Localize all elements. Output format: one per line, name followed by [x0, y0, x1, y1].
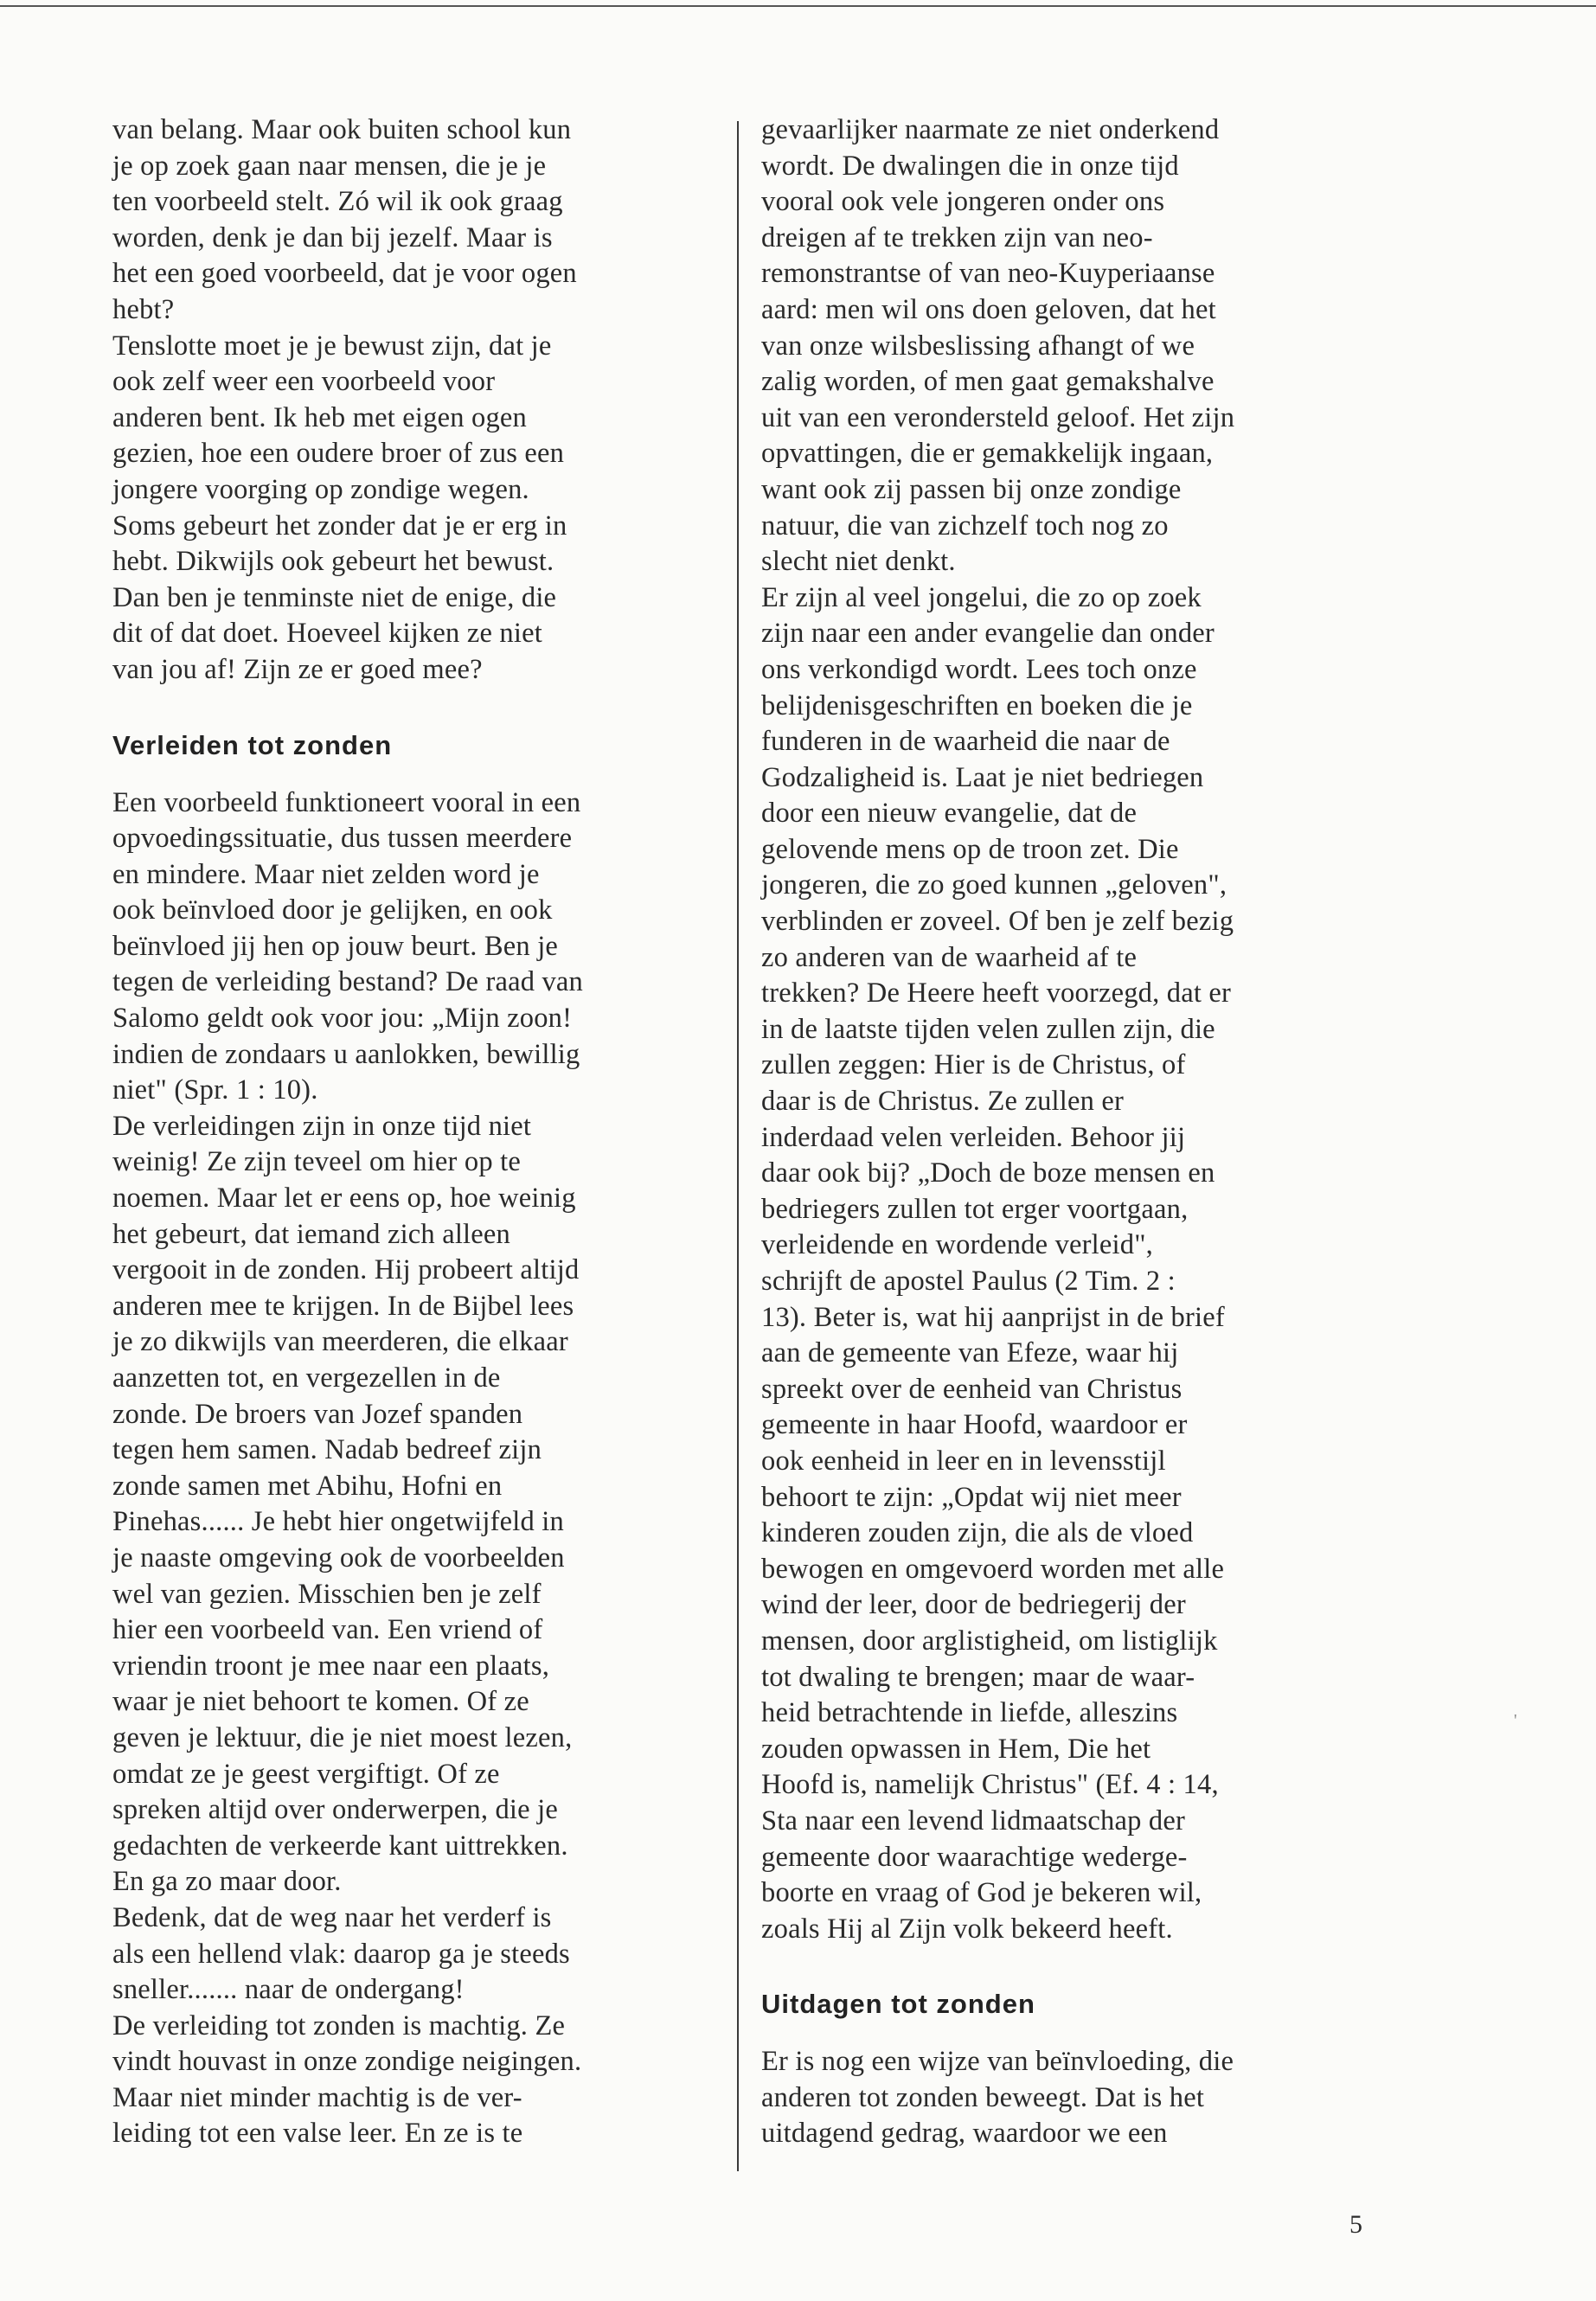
text-line: Bedenk, dat de weg naar het verderf is: [112, 1901, 552, 1933]
text-line: zouden opwassen in Hem, Die het: [761, 1733, 1151, 1765]
text-line: vooral ook vele jongeren onder ons: [761, 186, 1165, 218]
text-line: zullen zeggen: Hier is de Christus, of: [761, 1049, 1186, 1081]
text-line: gevaarlijker naarmate ze niet onderkend: [761, 114, 1220, 145]
text-line: ook eenheid in leer en in levensstijl: [761, 1445, 1166, 1477]
top-rule: [0, 5, 1596, 7]
text-line: zoals Hij al Zijn volk bekeerd heeft.: [761, 1913, 1173, 1945]
text-line: anderen tot zonden beweegt. Dat is het: [761, 2081, 1205, 2113]
text-line: je naaste omgeving ook de voorbeelden: [112, 1541, 565, 1574]
text-line: jongere voorging op zondige wegen.: [112, 473, 529, 505]
left-column: [112, 112, 735, 2152]
text-line: zonde. De broers van Jozef spanden: [112, 1398, 523, 1430]
text-line: schrijft de apostel Paulus (2 Tim. 2 :: [761, 1266, 1176, 1297]
text-line: Salomo geldt ook voor jou: „Mijn zoon!: [112, 1003, 573, 1035]
text-line: dit of dat doet. Hoeveel kijken ze niet: [112, 618, 542, 650]
text-line: het gebeurt, dat iemand zich alleen: [112, 1218, 510, 1250]
text-line: als een hellend vlak: daarop ga je steeds: [112, 1938, 570, 1970]
text-line: tegen hem samen. Nadab bedreef zijn: [112, 1434, 542, 1466]
text-line: bewogen en omgevoerd worden met alle: [761, 1553, 1225, 1585]
text-line: trekken? De Heere heeft voorzegd, dat er: [761, 977, 1232, 1009]
text-line: in de laatste tijden velen zullen zijn, die: [761, 1013, 1215, 1045]
text-line: spreken altijd over onderwerpen, die je: [112, 1794, 558, 1826]
text-line: vindt houvast in onze zondige neigingen.: [112, 2046, 582, 2078]
text-line: en mindere. Maar niet zelden word je: [112, 858, 540, 890]
text-line: hier een voorbeeld van. Een vriend of: [112, 1614, 543, 1646]
text-line: remonstrantse of van neo-Kuyperiaanse: [761, 258, 1215, 290]
text-line: slecht niet denkt.: [761, 546, 956, 578]
text-line: dreigen af te trekken zijn van neo-: [761, 221, 1153, 253]
text-line: worden, denk je dan bij jezelf. Maar is: [112, 221, 553, 253]
text-line: aard: men wil ons doen geloven, dat het: [761, 293, 1216, 325]
right-column: [761, 112, 1384, 2152]
text-line: anderen bent. Ik heb met eigen ogen: [112, 401, 527, 433]
text-line: gemeente door waarachtige wederge-: [761, 1841, 1188, 1873]
text-line: funderen in de waarheid die naar de: [761, 726, 1170, 758]
text-line: aanzetten tot, en vergezellen in de: [112, 1362, 501, 1394]
text-line: ten voorbeeld stelt. Zó wil ik ook graag: [112, 186, 563, 218]
text-line: boorte en vraag of God je bekeren wil,: [761, 1877, 1202, 1909]
text-line: Een voorbeeld funktioneert vooral in een: [112, 786, 581, 818]
text-line: verblinden er zoveel. Of ben je zelf bezig: [761, 906, 1234, 938]
text-line: zonde samen met Abihu, Hofni en: [112, 1470, 503, 1502]
text-line: verleidende en wordende verleid",: [761, 1229, 1153, 1261]
text-line: Pinehas...... Je hebt hier ongetwijfeld in: [112, 1506, 564, 1538]
text-line: behoort te zijn: „Opdat wij niet meer: [761, 1481, 1182, 1513]
right-text-block-2: [761, 2044, 1384, 2152]
text-line: jongeren, die zo goed kunnen „geloven",: [761, 869, 1227, 901]
text-line: Er zijn al veel jongelui, die zo op zoek: [761, 581, 1202, 613]
text-line: het een goed voorbeeld, dat je voor ogen: [112, 258, 577, 290]
text-line: wind der leer, door de bedriegerij der: [761, 1589, 1186, 1621]
text-line: daar is de Christus. Ze zullen er: [761, 1086, 1125, 1118]
text-line: door een nieuw evangelie, dat de: [761, 798, 1138, 830]
right-text-block-1: [761, 112, 1384, 1947]
text-line: bedriegers zullen tot erger voortgaan,: [761, 1193, 1189, 1225]
text-line: natuur, die van zichzelf toch nog zo: [761, 510, 1169, 542]
text-line: beïnvloed jij hen op jouw beurt. Ben je: [112, 930, 559, 962]
text-line: Sta naar een levend lidmaatschap der: [761, 1804, 1185, 1836]
text-line: ook beïnvloed door je gelijken, en ook: [112, 894, 553, 926]
text-line: Soms gebeurt het zonder dat je er erg in: [112, 510, 567, 542]
page-number: 5: [1349, 2210, 1362, 2239]
text-line: De verleiding tot zonden is machtig. Ze: [112, 2009, 566, 2041]
text-line: inderdaad velen verleiden. Behoor jij: [761, 1121, 1186, 1153]
text-line: mensen, door arglistigheid, om listiglijk: [761, 1625, 1218, 1657]
text-line: niet" (Spr. 1 : 10).: [112, 1074, 318, 1106]
text-line: wordt. De dwalingen die in onze tijd: [761, 150, 1179, 182]
text-line: hebt. Dikwijls ook gebeurt het bewust.: [112, 546, 554, 578]
text-line: zalig worden, of men gaat gemakshalve: [761, 366, 1215, 398]
text-line: waar je niet behoort te komen. Of ze: [112, 1686, 529, 1718]
text-line: want ook zij passen bij onze zondige: [761, 473, 1182, 505]
heading-uitdagen-tot-zonden: Uitdagen tot zonden: [761, 1989, 1035, 2020]
text-line: gedachten de verkeerde kant uittrekken.: [112, 1830, 568, 1862]
text-line: kinderen zouden zijn, die als de vloed: [761, 1517, 1194, 1549]
text-line: wel van gezien. Misschien ben je zelf: [112, 1578, 542, 1610]
left-text-block-1: [112, 112, 735, 689]
text-line: van belang. Maar ook buiten school kun: [112, 114, 572, 145]
stray-mark: ': [1514, 1711, 1517, 1730]
text-line: je zo dikwijls van meerderen, die elkaar: [112, 1326, 568, 1358]
text-line: gemeente in haar Hoofd, waardoor er: [761, 1409, 1188, 1441]
text-line: je op zoek gaan naar mensen, die je je: [112, 150, 547, 182]
text-line: tot dwaling te brengen; maar de waar-: [761, 1661, 1195, 1693]
text-line: leiding tot een valse leer. En ze is te: [112, 2118, 523, 2150]
text-line: gezien, hoe een oudere broer of zus een: [112, 438, 565, 470]
text-line: Tenslotte moet je je bewust zijn, dat je: [112, 330, 552, 362]
text-line: spreekt over de eenheid van Christus: [761, 1373, 1183, 1405]
text-line: Er is nog een wijze van beïnvloeding, die: [761, 2046, 1234, 2078]
text-line: aan de gemeente van Efeze, waar hij: [761, 1337, 1179, 1369]
text-line: gelovende mens op de troon zet. Die: [761, 833, 1179, 865]
text-line: zo anderen van de waarheid af te: [761, 941, 1138, 973]
text-line: belijdenisgeschriften en boeken die je: [761, 689, 1193, 721]
text-line: Hoofd is, namelijk Christus" (Ef. 4 : 14,: [761, 1769, 1219, 1801]
text-line: 13). Beter is, wat hij aanprijst in de brief: [761, 1301, 1225, 1333]
text-line: opvattingen, die er gemakkelijk ingaan,: [761, 438, 1214, 470]
text-line: vergooit in de zonden. Hij probeert altijd: [112, 1254, 580, 1286]
text-line: anderen mee te krijgen. In de Bijbel lees: [112, 1290, 574, 1322]
text-line: Maar niet minder machtig is de ver-: [112, 2081, 522, 2113]
text-line: tegen de verleiding bestand? De raad van: [112, 966, 584, 998]
text-line: sneller....... naar de ondergang!: [112, 1974, 465, 2006]
text-line: van onze wilsbeslissing afhangt of we: [761, 330, 1195, 362]
left-text-block-2: [112, 785, 735, 2153]
text-line: geven je lektuur, die je niet moest lezen,: [112, 1721, 573, 1753]
heading-verleiden-tot-zonden: Verleiden tot zonden: [112, 729, 393, 760]
text-line: uitdagend gedrag, waardoor we een: [761, 2118, 1168, 2150]
text-line: opvoedingssituatie, dus tussen meerdere: [112, 823, 573, 855]
text-line: Godzaligheid is. Laat je niet bedriegen: [761, 761, 1204, 793]
text-line: noemen. Maar let er eens op, hoe weinig: [112, 1183, 576, 1215]
text-line: zijn naar een ander evangelie dan onder: [761, 618, 1215, 650]
text-line: vriendin troont je mee naar een plaats,: [112, 1650, 550, 1682]
text-line: omdat ze je geest vergiftigt. Of ze: [112, 1758, 500, 1790]
text-line: heid betrachtende in liefde, alleszins: [761, 1697, 1178, 1729]
text-line: indien de zondaars u aanlokken, bewillig: [112, 1038, 580, 1070]
column-divider: [737, 121, 739, 2171]
text-line: uit van een verondersteld geloof. Het zijn: [761, 401, 1235, 433]
text-line: weinig! Ze zijn teveel om hier op te: [112, 1146, 521, 1178]
text-line: En ga zo maar door.: [112, 1866, 342, 1898]
text-line: daar ook bij? „Doch de boze mensen en: [761, 1157, 1215, 1189]
text-line: ook zelf weer een voorbeeld voor: [112, 366, 496, 398]
text-line: van jou af! Zijn ze er goed mee?: [112, 653, 483, 685]
text-line: hebt?: [112, 293, 175, 325]
text-line: Dan ben je tenminste niet de enige, die: [112, 581, 557, 613]
text-line: ons verkondigd wordt. Lees toch onze: [761, 653, 1197, 685]
text-line: De verleidingen zijn in onze tijd niet: [112, 1110, 532, 1142]
